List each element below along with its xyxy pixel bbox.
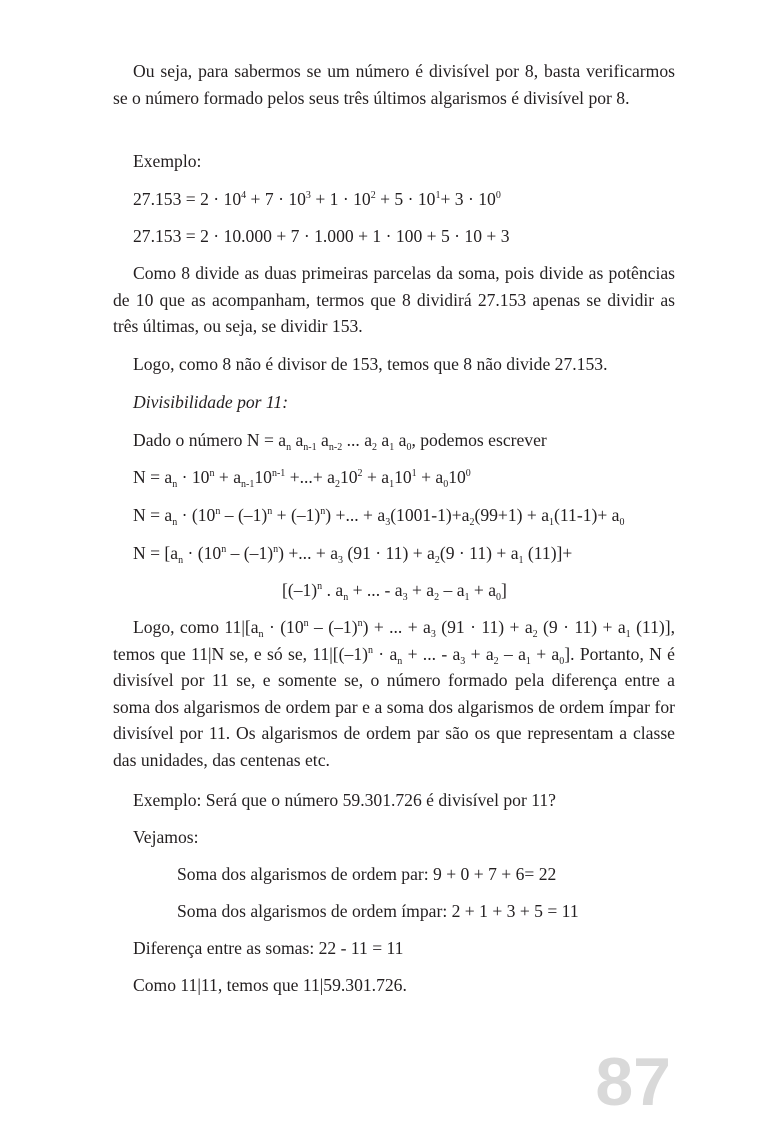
page-number: 87 [595, 1044, 671, 1120]
difference-line: Diferença entre as somas: 22 - 11 = 11 [133, 938, 404, 958]
vejamos-label: Vejamos: [133, 827, 199, 847]
paragraph-divisibility-8: Ou seja, para sabermos se um número é divisível por 8, basta verificarmos se o número formado pelos seus três últimos algarismos é divisível por 8. [113, 61, 675, 108]
equation-expanded: 27.153 = 2 · 10.000 + 7 · 1.000 + 1 · 100 + 5 · 10 + 3 [133, 226, 510, 246]
equation-n-rewrite: $N = a_n \cdot (10^n - (-1)^n + (-1)^n)$ +... + $a_3(1001-1)+a_2(99+1) + a_1(11-1)+ a_0$ [133, 505, 625, 528]
given-suffix: , podemos escrever [411, 430, 547, 450]
section-heading-11: Divisibilidade por 11: [133, 392, 289, 412]
paragraph-divisibility-11: Logo, como $11|[a_n \cdot (10^n - (-1)^n)$ + ... + $a_3$ $(91 \cdot 11) + a_2$ $(9 \cdot 11) + a_1$ (11)], temos que 11|N se, e só se, $11|[(-1)^n \cdot a_n$ + ... - $a_3 + a_2 - a_1 + a_0$]. Portanto, N é divisível por 11 se, e somente se, o número formado pela diferença entre a soma dos algarismos de ordem par e a soma dos algarismos de ordem ímpar for divisível por 11. Os algarismos de ordem par são os que representam a classe das unidades, das centenas etc. [113, 617, 675, 770]
equation-n-expansion: $N = a_n \cdot 10^n + a_{n-1}10^{n-1}$ +...+ $a_210^2 + a_110^1 + a_010^0$ [133, 467, 471, 490]
conclusion-8: Logo, como 8 não é divisor de 153, temos que 8 não divide 27.153. [133, 354, 608, 374]
given-prefix: Dado o número N = a [133, 430, 287, 450]
equation-powers: $27.153 = 2 \cdot 10^4 + 7 \cdot 10^3 + 1 \cdot 10^2 + 5 \cdot 10^1+ 3 \cdot 10^0$ [133, 189, 501, 209]
paragraph-explanation-8: Como 8 divide as duas primeiras parcelas da soma, pois divide as potências de 10 que as acompanham, termos que 8 dividirá 27.153 apenas se dividir as três últimas, ou seja, se dividir 153. [113, 263, 675, 336]
sum-even-digits: Soma dos algarismos de ordem par: 9 + 0 + 7 + 6= 22 [177, 864, 557, 884]
sum-odd-digits: Soma dos algarismos de ordem ímpar: 2 + 1 + 3 + 5 = 11 [177, 901, 579, 921]
final-conclusion: Como 11|11, temos que 11|59.301.726. [133, 975, 407, 995]
given-number-line: Dado o número $N = a_n$ $a_{n-1}$ $a_{n-2}$ ... $a_2$ $a_1$ $a_0$, podemos escrever [133, 430, 547, 453]
paragraph-conclusion: Portanto, N é divisível por 11 se, e somente se, o número formado pela diferença entre a soma dos algarismos de ordem par e a soma dos algarismos de ordem ímpar for divisível por 11. Os algarismos de ordem par são os que representam a classe das unidades, das centenas etc. [113, 643, 675, 770]
example-11-question: Exemplo: Será que o número 59.301.726 é divisível por 11? [133, 790, 556, 810]
equation-n-remainder: [$(-1)^n$ . $a_n$ + ... - $a_3 + a_2 - a_1 + a_0$] [282, 580, 507, 603]
example-label: Exemplo: [133, 151, 202, 171]
equation-n-grouped: $N = [a_n \cdot (10^n - (-1)^n)$ +... + $a_3$ $(91 \cdot 11) + a_2(9 \cdot 11) + a_1$ (11)]+ [133, 543, 573, 566]
